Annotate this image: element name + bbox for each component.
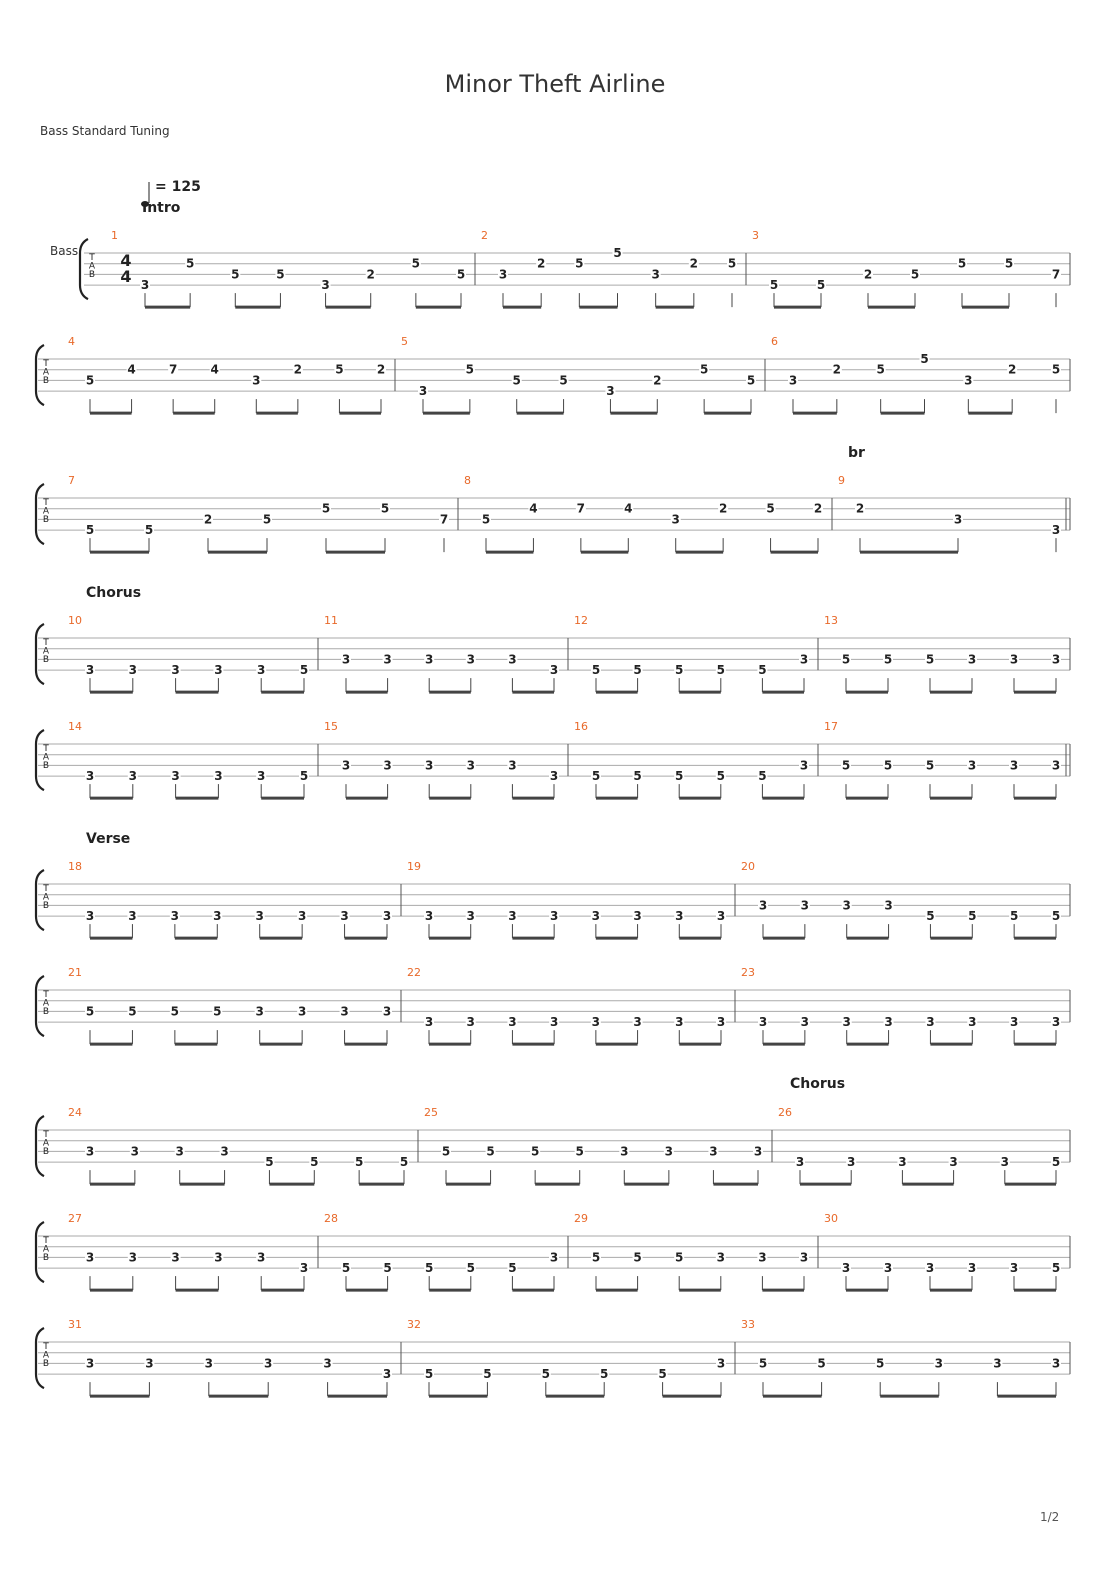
fret-number: 3: [926, 1015, 935, 1030]
measure-number: 29: [574, 1212, 588, 1225]
section-label: Intro: [142, 200, 181, 216]
fret-number: 3: [884, 898, 893, 913]
measure-number: 19: [407, 860, 421, 873]
fret-number: 3: [620, 1144, 629, 1159]
fret-number: 3: [128, 769, 137, 784]
fret-number: 3: [498, 267, 508, 282]
fret-number: 5: [465, 362, 475, 377]
tab-clef-letter: A: [42, 998, 50, 1009]
fret-number: 5: [265, 1155, 274, 1170]
fret-number: 3: [1051, 652, 1061, 667]
fret-number: 5: [559, 373, 568, 388]
tab-clef-letter: T: [43, 498, 49, 508]
system-bracket: [80, 239, 88, 299]
fret-number: 3: [664, 1144, 674, 1159]
fret-number: 2: [653, 373, 662, 388]
fret-number: 3: [934, 1356, 943, 1371]
fret-number: 5: [144, 523, 154, 538]
tuning-label: Bass Standard Tuning: [40, 124, 170, 138]
fret-number: 5: [335, 362, 344, 377]
fret-number: 5: [591, 663, 601, 678]
fret-number: 3: [340, 1004, 349, 1019]
fret-number: 5: [758, 769, 767, 784]
tab-clef-letter: A: [42, 752, 50, 763]
fret-number: 3: [341, 758, 351, 773]
tab-clef-letter: B: [42, 1147, 50, 1157]
measure-number: 13: [824, 614, 838, 627]
fret-number: 5: [613, 246, 622, 260]
fret-number: 5: [1051, 362, 1061, 377]
fret-number: 3: [842, 898, 851, 913]
fret-number: 3: [252, 373, 261, 388]
fret-number: 3: [591, 909, 601, 924]
fret-number: 5: [231, 267, 240, 282]
measure-number: 20: [741, 860, 755, 873]
measure-number: 23: [741, 966, 755, 979]
song-title: Minor Theft Airline: [444, 70, 666, 98]
fret-number: 3: [799, 758, 809, 773]
fret-number: 3: [716, 909, 726, 924]
fret-number: 3: [214, 663, 223, 678]
fret-number: 3: [884, 1015, 893, 1030]
fret-number: 5: [128, 1004, 137, 1019]
tab-clef-letter: A: [42, 367, 50, 378]
measure-number: 15: [324, 720, 338, 733]
fret-number: 3: [204, 1356, 213, 1371]
time-signature-top: 4: [120, 251, 132, 270]
fret-number: 2: [813, 501, 823, 516]
fret-number: 3: [425, 652, 434, 667]
fret-number: 5: [591, 769, 601, 784]
tab-clef-letter: A: [42, 1350, 50, 1361]
fret-number: 3: [633, 909, 642, 924]
fret-number: 3: [171, 1250, 180, 1265]
fret-number: 3: [675, 909, 684, 924]
fret-number: 3: [257, 1250, 266, 1265]
fret-number: 5: [424, 1367, 434, 1382]
fret-number: 3: [549, 1250, 559, 1265]
fret-number: 3: [341, 652, 351, 667]
measure-number: 14: [68, 720, 82, 733]
fret-number: 3: [508, 652, 517, 667]
fret-number: 3: [671, 512, 680, 527]
fret-number: 5: [508, 1261, 517, 1276]
fret-number: 3: [213, 909, 222, 924]
fret-number: 3: [758, 898, 768, 913]
measure-number: 22: [407, 966, 421, 979]
fret-number: 3: [299, 1261, 309, 1276]
measure-number: 26: [778, 1106, 792, 1119]
fret-number: 3: [847, 1155, 856, 1170]
measure-number: 31: [68, 1318, 82, 1331]
measure-number: 33: [741, 1318, 755, 1331]
fret-number: 3: [675, 1015, 684, 1030]
fret-number: 5: [675, 1250, 684, 1265]
measure-number: 6: [771, 335, 778, 348]
fret-number: 3: [508, 758, 517, 773]
measure-number: 7: [68, 474, 75, 487]
tab-clef-letter: A: [42, 506, 50, 517]
fret-number: 2: [718, 501, 728, 516]
fret-number: 3: [424, 1015, 434, 1030]
measure-number: 9: [838, 474, 845, 487]
fret-number: 2: [863, 267, 873, 282]
fret-number: 5: [1004, 256, 1014, 271]
fret-number: 3: [214, 769, 223, 784]
fret-number: 5: [716, 663, 725, 678]
fret-number: 3: [466, 758, 475, 773]
fret-number: 3: [651, 267, 660, 282]
instrument-label: Bass: [50, 244, 79, 258]
fret-number: 5: [425, 1261, 434, 1276]
tab-clef-letter: B: [42, 515, 50, 525]
fret-number: 3: [1009, 1261, 1019, 1276]
fret-number: 2: [203, 512, 213, 527]
fret-number: 5: [486, 1144, 495, 1159]
fret-number: 5: [957, 256, 967, 271]
fret-number: 3: [382, 1004, 392, 1019]
fret-number: 3: [842, 1015, 851, 1030]
fret-number: 5: [968, 909, 977, 924]
fret-number: 7: [439, 512, 449, 527]
fret-number: 3: [85, 1250, 95, 1265]
measure-number: 10: [68, 614, 82, 627]
fret-number: 3: [1009, 1015, 1019, 1030]
fret-number: 3: [964, 373, 973, 388]
fret-number: 5: [321, 501, 331, 516]
fret-number: 5: [920, 352, 929, 366]
tab-clef-letter: T: [43, 359, 49, 369]
fret-number: 3: [255, 1004, 264, 1019]
tab-clef-letter: A: [42, 1244, 50, 1255]
fret-number: 3: [967, 652, 977, 667]
fret-number: 5: [213, 1004, 222, 1019]
fret-number: 5: [727, 256, 737, 271]
fret-number: 5: [481, 512, 491, 527]
measure-number: 25: [424, 1106, 438, 1119]
tab-clef-letter: T: [43, 884, 49, 894]
fret-number: 5: [341, 1261, 351, 1276]
tab-clef-letter: T: [43, 1236, 49, 1246]
tab-clef-letter: B: [88, 270, 96, 280]
fret-number: 5: [675, 663, 684, 678]
tab-clef-letter: T: [43, 744, 49, 754]
fret-number: 3: [171, 769, 180, 784]
tab-clef-letter: T: [89, 253, 95, 263]
fret-number: 5: [883, 652, 893, 667]
fret-number: 5: [354, 1155, 364, 1170]
fret-number: 5: [456, 267, 466, 282]
fret-number: 5: [1051, 909, 1061, 924]
fret-number: 3: [716, 1250, 725, 1265]
fret-number: 5: [633, 769, 642, 784]
fret-number: 7: [1051, 267, 1061, 282]
fret-number: 3: [171, 663, 180, 678]
fret-number: 3: [993, 1356, 1002, 1371]
fret-number: 3: [264, 1356, 273, 1371]
fret-number: 5: [769, 278, 779, 293]
fret-number: 3: [257, 663, 266, 678]
fret-number: 2: [689, 256, 699, 271]
fret-number: 3: [85, 1144, 95, 1159]
fret-number: 5: [591, 1250, 601, 1265]
fret-number: 3: [85, 663, 95, 678]
fret-number: 3: [799, 1250, 809, 1265]
fret-number: 3: [255, 909, 264, 924]
fret-number: 3: [925, 1261, 935, 1276]
fret-number: 5: [575, 1144, 584, 1159]
fret-number: 3: [85, 1356, 95, 1371]
fret-number: 5: [276, 267, 285, 282]
fret-number: 5: [817, 1356, 826, 1371]
fret-number: 5: [1051, 1261, 1061, 1276]
fret-number: 5: [816, 278, 826, 293]
fret-number: 3: [128, 663, 137, 678]
tab-clef-letter: B: [42, 1359, 50, 1369]
fret-number: 7: [168, 362, 178, 377]
fret-number: 3: [591, 1015, 601, 1030]
measure-number: 27: [68, 1212, 82, 1225]
fret-number: 2: [376, 362, 386, 377]
fret-number: 5: [633, 663, 642, 678]
fret-number: 2: [293, 362, 303, 377]
fret-number: 3: [1051, 758, 1061, 773]
fret-number: 5: [675, 769, 684, 784]
fret-number: 3: [716, 1015, 726, 1030]
fret-number: 3: [297, 909, 307, 924]
fret-number: 5: [85, 1004, 95, 1019]
fret-number: 3: [220, 1144, 229, 1159]
fret-number: 3: [383, 652, 392, 667]
fret-number: 5: [699, 362, 709, 377]
fret-number: 3: [953, 512, 963, 527]
fret-number: 3: [466, 909, 475, 924]
tab-clef-letter: B: [42, 1253, 50, 1263]
tempo-marking: = 125: [155, 179, 201, 195]
fret-number: 5: [380, 501, 390, 516]
fret-number: 3: [949, 1155, 958, 1170]
measure-number: 32: [407, 1318, 421, 1331]
fret-number: 5: [466, 1261, 475, 1276]
fret-number: 3: [297, 1004, 307, 1019]
measure-number: 8: [464, 474, 471, 487]
section-label: Verse: [86, 831, 131, 847]
fret-number: 3: [549, 909, 559, 924]
tab-clef-letter: B: [42, 1007, 50, 1017]
fret-number: 4: [529, 501, 538, 516]
measure-number: 17: [824, 720, 838, 733]
fret-number: 5: [876, 1356, 885, 1371]
fret-number: 5: [262, 512, 272, 527]
fret-number: 3: [606, 384, 615, 399]
fret-number: 5: [170, 1004, 180, 1019]
fret-number: 3: [1051, 1015, 1061, 1030]
fret-number: 5: [841, 652, 851, 667]
measure-number: 11: [324, 614, 338, 627]
fret-number: 3: [968, 1015, 977, 1030]
tab-clef-letter: T: [43, 1130, 49, 1140]
fret-number: 3: [383, 758, 392, 773]
fret-number: 3: [128, 1250, 137, 1265]
measure-number: 18: [68, 860, 82, 873]
measure-number: 28: [324, 1212, 338, 1225]
tab-clef-letter: T: [43, 1342, 49, 1352]
fret-number: 5: [541, 1367, 550, 1382]
time-signature-bottom: 4: [120, 267, 132, 286]
fret-number: 3: [1009, 652, 1019, 667]
fret-number: 3: [466, 1015, 475, 1030]
fret-number: 3: [795, 1155, 805, 1170]
fret-number: 4: [127, 362, 136, 377]
section-label: Chorus: [86, 585, 142, 601]
fret-number: 2: [1007, 362, 1017, 377]
measure-number: 30: [824, 1212, 838, 1225]
fret-number: 5: [633, 1250, 642, 1265]
fret-number: 3: [883, 1261, 893, 1276]
measure-number: 21: [68, 966, 82, 979]
fret-number: 3: [214, 1250, 223, 1265]
fret-number: 3: [466, 652, 475, 667]
fret-number: 3: [967, 758, 977, 773]
fret-number: 2: [832, 362, 842, 377]
fret-number: 3: [130, 1144, 140, 1159]
fret-number: 3: [382, 909, 392, 924]
fret-number: 3: [382, 1367, 392, 1382]
fret-number: 5: [483, 1367, 492, 1382]
fret-number: 3: [758, 1015, 768, 1030]
fret-number: 5: [758, 1356, 768, 1371]
fret-number: 5: [299, 663, 309, 678]
measure-number: 24: [68, 1106, 82, 1119]
fret-number: 3: [898, 1155, 907, 1170]
fret-number: 2: [366, 267, 375, 282]
fret-number: 3: [175, 1144, 184, 1159]
tab-clef-letter: B: [42, 376, 50, 386]
tab-clef-letter: A: [88, 261, 96, 272]
fret-number: 3: [967, 1261, 977, 1276]
fret-number: 5: [85, 373, 95, 388]
tab-clef-letter: B: [42, 655, 50, 665]
fret-number: 3: [418, 384, 428, 399]
fret-number: 4: [210, 362, 219, 377]
fret-number: 5: [530, 1144, 540, 1159]
fret-number: 5: [600, 1367, 609, 1382]
measure-number: 1: [111, 229, 118, 242]
fret-number: 5: [85, 523, 95, 538]
fret-number: 3: [841, 1261, 851, 1276]
section-label: Chorus: [790, 1076, 846, 1092]
fret-number: 5: [925, 758, 935, 773]
fret-number: 3: [340, 909, 349, 924]
fret-number: 3: [1051, 1356, 1061, 1371]
fret-number: 5: [575, 256, 584, 271]
fret-number: 2: [536, 256, 546, 271]
fret-number: 2: [855, 501, 865, 516]
tab-clef-letter: B: [42, 901, 50, 911]
fret-number: 3: [85, 909, 95, 924]
fret-number: 5: [411, 256, 421, 271]
measure-number: 12: [574, 614, 588, 627]
page-number: 1/2: [1040, 1510, 1060, 1524]
fret-number: 3: [424, 909, 434, 924]
fret-number: 3: [800, 1015, 810, 1030]
fret-number: 5: [746, 373, 756, 388]
fret-number: 5: [766, 501, 775, 516]
fret-number: 5: [399, 1155, 409, 1170]
fret-number: 5: [926, 909, 935, 924]
fret-number: 3: [753, 1144, 763, 1159]
fret-number: 5: [658, 1367, 667, 1382]
fret-number: 3: [633, 1015, 642, 1030]
fret-number: 5: [185, 256, 195, 271]
fret-number: 3: [508, 909, 517, 924]
tab-clef-letter: B: [42, 761, 50, 771]
fret-number: 3: [323, 1356, 332, 1371]
fret-number: 3: [1009, 758, 1019, 773]
measure-number: 2: [481, 229, 488, 242]
fret-number: 7: [576, 501, 586, 516]
tab-clef-letter: A: [42, 1138, 50, 1149]
tab-clef-letter: A: [42, 646, 50, 657]
fret-number: 5: [876, 362, 885, 377]
fret-number: 3: [170, 909, 180, 924]
fret-number: 3: [321, 278, 330, 293]
tab-clef-letter: T: [43, 638, 49, 648]
measure-number: 4: [68, 335, 75, 348]
measure-number: 16: [574, 720, 588, 733]
fret-number: 5: [910, 267, 920, 282]
fret-number: 5: [441, 1144, 451, 1159]
fret-number: 5: [512, 373, 521, 388]
fret-number: 5: [758, 663, 767, 678]
measure-number: 3: [752, 229, 759, 242]
fret-number: 3: [257, 769, 266, 784]
fret-number: 3: [799, 652, 809, 667]
fret-number: 3: [1000, 1155, 1009, 1170]
fret-number: 3: [85, 769, 95, 784]
fret-number: 5: [883, 758, 893, 773]
fret-number: 5: [1051, 1155, 1061, 1170]
fret-number: 5: [925, 652, 935, 667]
fret-number: 5: [310, 1155, 319, 1170]
fret-number: 3: [425, 758, 434, 773]
fret-number: 5: [716, 769, 725, 784]
fret-number: 3: [758, 1250, 767, 1265]
fret-number: 3: [788, 373, 798, 388]
fret-number: 5: [1009, 909, 1019, 924]
fret-number: 3: [709, 1144, 718, 1159]
fret-number: 5: [383, 1261, 392, 1276]
fret-number: 3: [549, 1015, 559, 1030]
fret-number: 3: [128, 909, 137, 924]
section-label: br: [848, 445, 865, 461]
fret-number: 5: [841, 758, 851, 773]
fret-number: 3: [140, 278, 150, 293]
fret-number: 4: [624, 501, 633, 516]
fret-number: 3: [549, 769, 559, 784]
measure-number: 5: [401, 335, 408, 348]
fret-number: 3: [716, 1356, 726, 1371]
fret-number: 3: [145, 1356, 154, 1371]
fret-number: 5: [299, 769, 309, 784]
tab-clef-letter: A: [42, 892, 50, 903]
fret-number: 3: [800, 898, 810, 913]
tab-clef-letter: T: [43, 990, 49, 1000]
fret-number: 3: [508, 1015, 517, 1030]
fret-number: 3: [1051, 523, 1061, 538]
fret-number: 3: [549, 663, 559, 678]
